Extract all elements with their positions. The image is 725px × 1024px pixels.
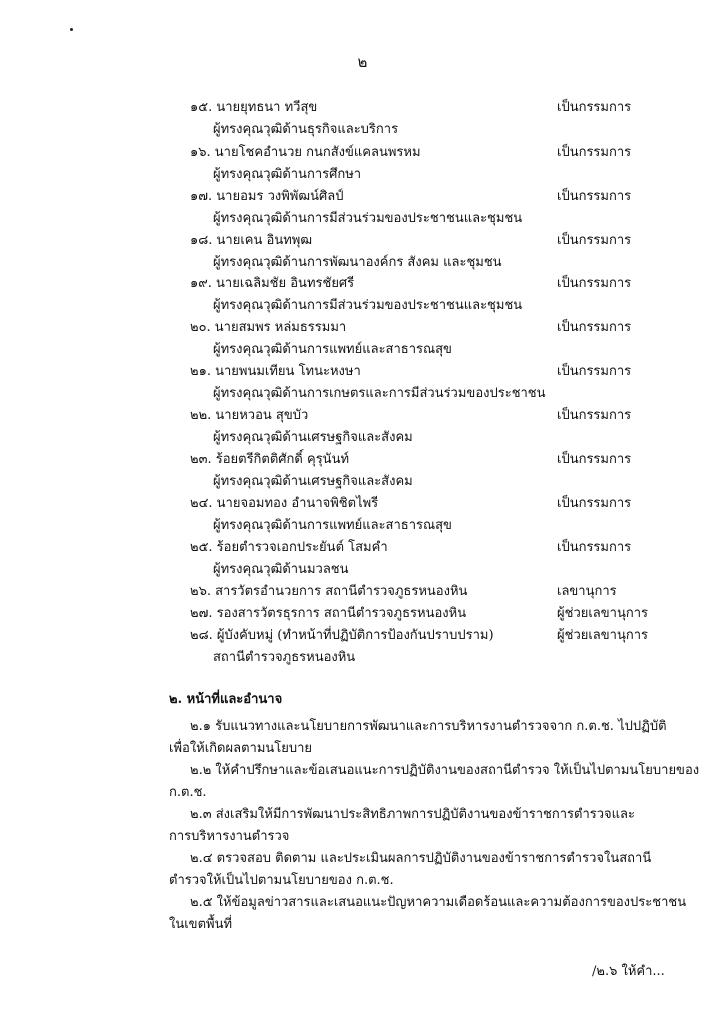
scan-speck [70,28,73,31]
member-name: ๒๔. นายจอมทอง อำนาจพิชิตไพรี [190,496,379,511]
duty-continuation: เพื่อให้เกิดผลตามนโยบาย [169,741,313,756]
duty-text: ๒.๑ รับแนวทางและนโยบายการพัฒนาและการบริหารงานตำรวจจาก ก.ต.ช. ไปปฏิบัติ [190,719,667,734]
member-role: เป็นกรรมการ [557,276,632,291]
member-role: เป็นกรรมการ [557,100,632,115]
member-name: ๒๗. รองสารวัตรธุรการ สถานีตำรวจภูธรหนองหิน [190,606,467,621]
member-row [0,272,725,318]
member-role: เป็นกรรมการ [557,189,632,204]
member-expertise: ผู้ทรงคุณวุฒิด้านการเกษตรและการมีส่วนร่วมของประชาชน [213,386,546,401]
member-row [0,316,725,362]
member-name: ๒๖. สารวัตรอำนวยการ สถานีตำรวจภูธรหนองหิน [190,584,468,599]
member-role: เป็นกรรมการ [557,145,632,160]
member-role: เป็นกรรมการ [557,233,632,248]
duty-continuation: ในเขตพื้นที่ [169,917,233,932]
member-row [0,448,725,494]
next-page-note: /๒.๖ ให้คำ... [592,964,665,979]
member-row [0,229,725,275]
member-row [0,492,725,538]
member-role: เป็นกรรมการ [557,452,632,467]
member-expertise: ผู้ทรงคุณวุฒิด้านการมีส่วนร่วมของประชาชนและชุมชน [213,211,523,226]
member-row [0,360,725,406]
member-expertise: ผู้ทรงคุณวุฒิด้านการมีส่วนร่วมของประชาชนและชุมชน [213,298,523,313]
member-expertise: ผู้ทรงคุณวุฒิด้านการศึกษา [213,167,362,182]
member-role: เป็นกรรมการ [557,540,632,555]
member-expertise: ผู้ทรงคุณวุฒิด้านเศรษฐกิจและสังคม [213,430,413,445]
member-row [0,96,725,142]
member-role: เป็นกรรมการ [557,408,632,423]
member-role: ผู้ช่วยเลขานุการ [557,606,648,621]
member-role: เป็นกรรมการ [557,320,632,335]
member-expertise: ผู้ทรงคุณวุฒิด้านการแพทย์และสาธารณสุข [213,342,452,357]
duty-continuation: ก.ต.ช. [169,785,207,800]
member-name: ๑๕. นายยุทธนา ทวีสุข [190,100,318,115]
duty-text: ๒.๓ ส่งเสริมให้มีการพัฒนาประสิทธิภาพการปฏิบัติงานของข้าราชการตำรวจและ [190,807,635,822]
member-role: ผู้ช่วยเลขานุการ [557,628,648,643]
member-row [0,536,725,582]
member-expertise: สถานีตำรวจภูธรหนองหิน [213,650,356,665]
member-name: ๑๙. นายเฉลิมชัย อินทรชัยศรี [190,276,355,291]
member-row [0,404,725,450]
page-number: ๒ [357,53,368,71]
member-name: ๒๘. ผู้บังคับหมู่ (ทำหน้าที่ปฏิบัติการป้องกันปราบปราม) [190,628,494,643]
member-role: เป็นกรรมการ [557,364,632,379]
member-row [0,141,725,187]
member-name: ๒๓. ร้อยตรีกิตติศักดิ์ คุรุนันท์ [190,452,350,467]
member-name: ๑๖. นายโชคอำนวย กนกสังข์แคลนพรหม [190,145,421,160]
member-expertise: ผู้ทรงคุณวุฒิด้านการแพทย์และสาธารณสุข [213,518,452,533]
duty-continuation: ตำรวจให้เป็นไปตามนโยบายของ ก.ต.ช. [169,873,394,888]
member-name: ๑๗. นายอมร วงพิพัฒน์ศิลป์ [190,189,344,204]
member-name: ๒๐. นายสมพร หล่มธรรมมา [190,320,347,335]
section-title: ๒. หน้าที่และอำนาจ [169,692,283,707]
duty-text: ๒.๕ ให้ข้อมูลข่าวสารและเสนอแนะปัญหาความเดือดร้อนและความต้องการของประชาชน [190,895,687,910]
member-expertise: ผู้ทรงคุณวุฒิด้านธุรกิจและบริการ [213,122,399,137]
member-expertise: ผู้ทรงคุณวุฒิด้านมวลชน [213,562,349,577]
member-role: เป็นกรรมการ [557,496,632,511]
member-name: ๑๘. นายเคน อินทพุฒ [190,233,313,248]
duty-text: ๒.๔ ตรวจสอบ ติดตาม และประเมินผลการปฏิบัติงานของข้าราชการตำรวจในสถานี [190,851,652,866]
duty-continuation: การบริหารงานตำรวจ [169,829,290,844]
member-name: ๒๑. นายพนมเทียน โทนะหงษา [190,364,361,379]
duty-text: ๒.๒ ให้คำปรึกษาและข้อเสนอแนะการปฏิบัติงานของสถานีตำรวจ ให้เป็นไปตามนโยบายของ [190,763,700,778]
member-role: เลขานุการ [557,584,617,599]
member-name: ๒๕. ร้อยตำรวจเอกประยันต์ โสมคำ [190,540,388,555]
member-expertise: ผู้ทรงคุณวุฒิด้านการพัฒนาองค์กร สังคม และชุมชน [213,255,502,270]
member-row [0,185,725,231]
member-name: ๒๒. นายหวอน สุขบัว [190,408,309,423]
member-expertise: ผู้ทรงคุณวุฒิด้านเศรษฐกิจและสังคม [213,474,413,489]
member-row [0,624,725,670]
